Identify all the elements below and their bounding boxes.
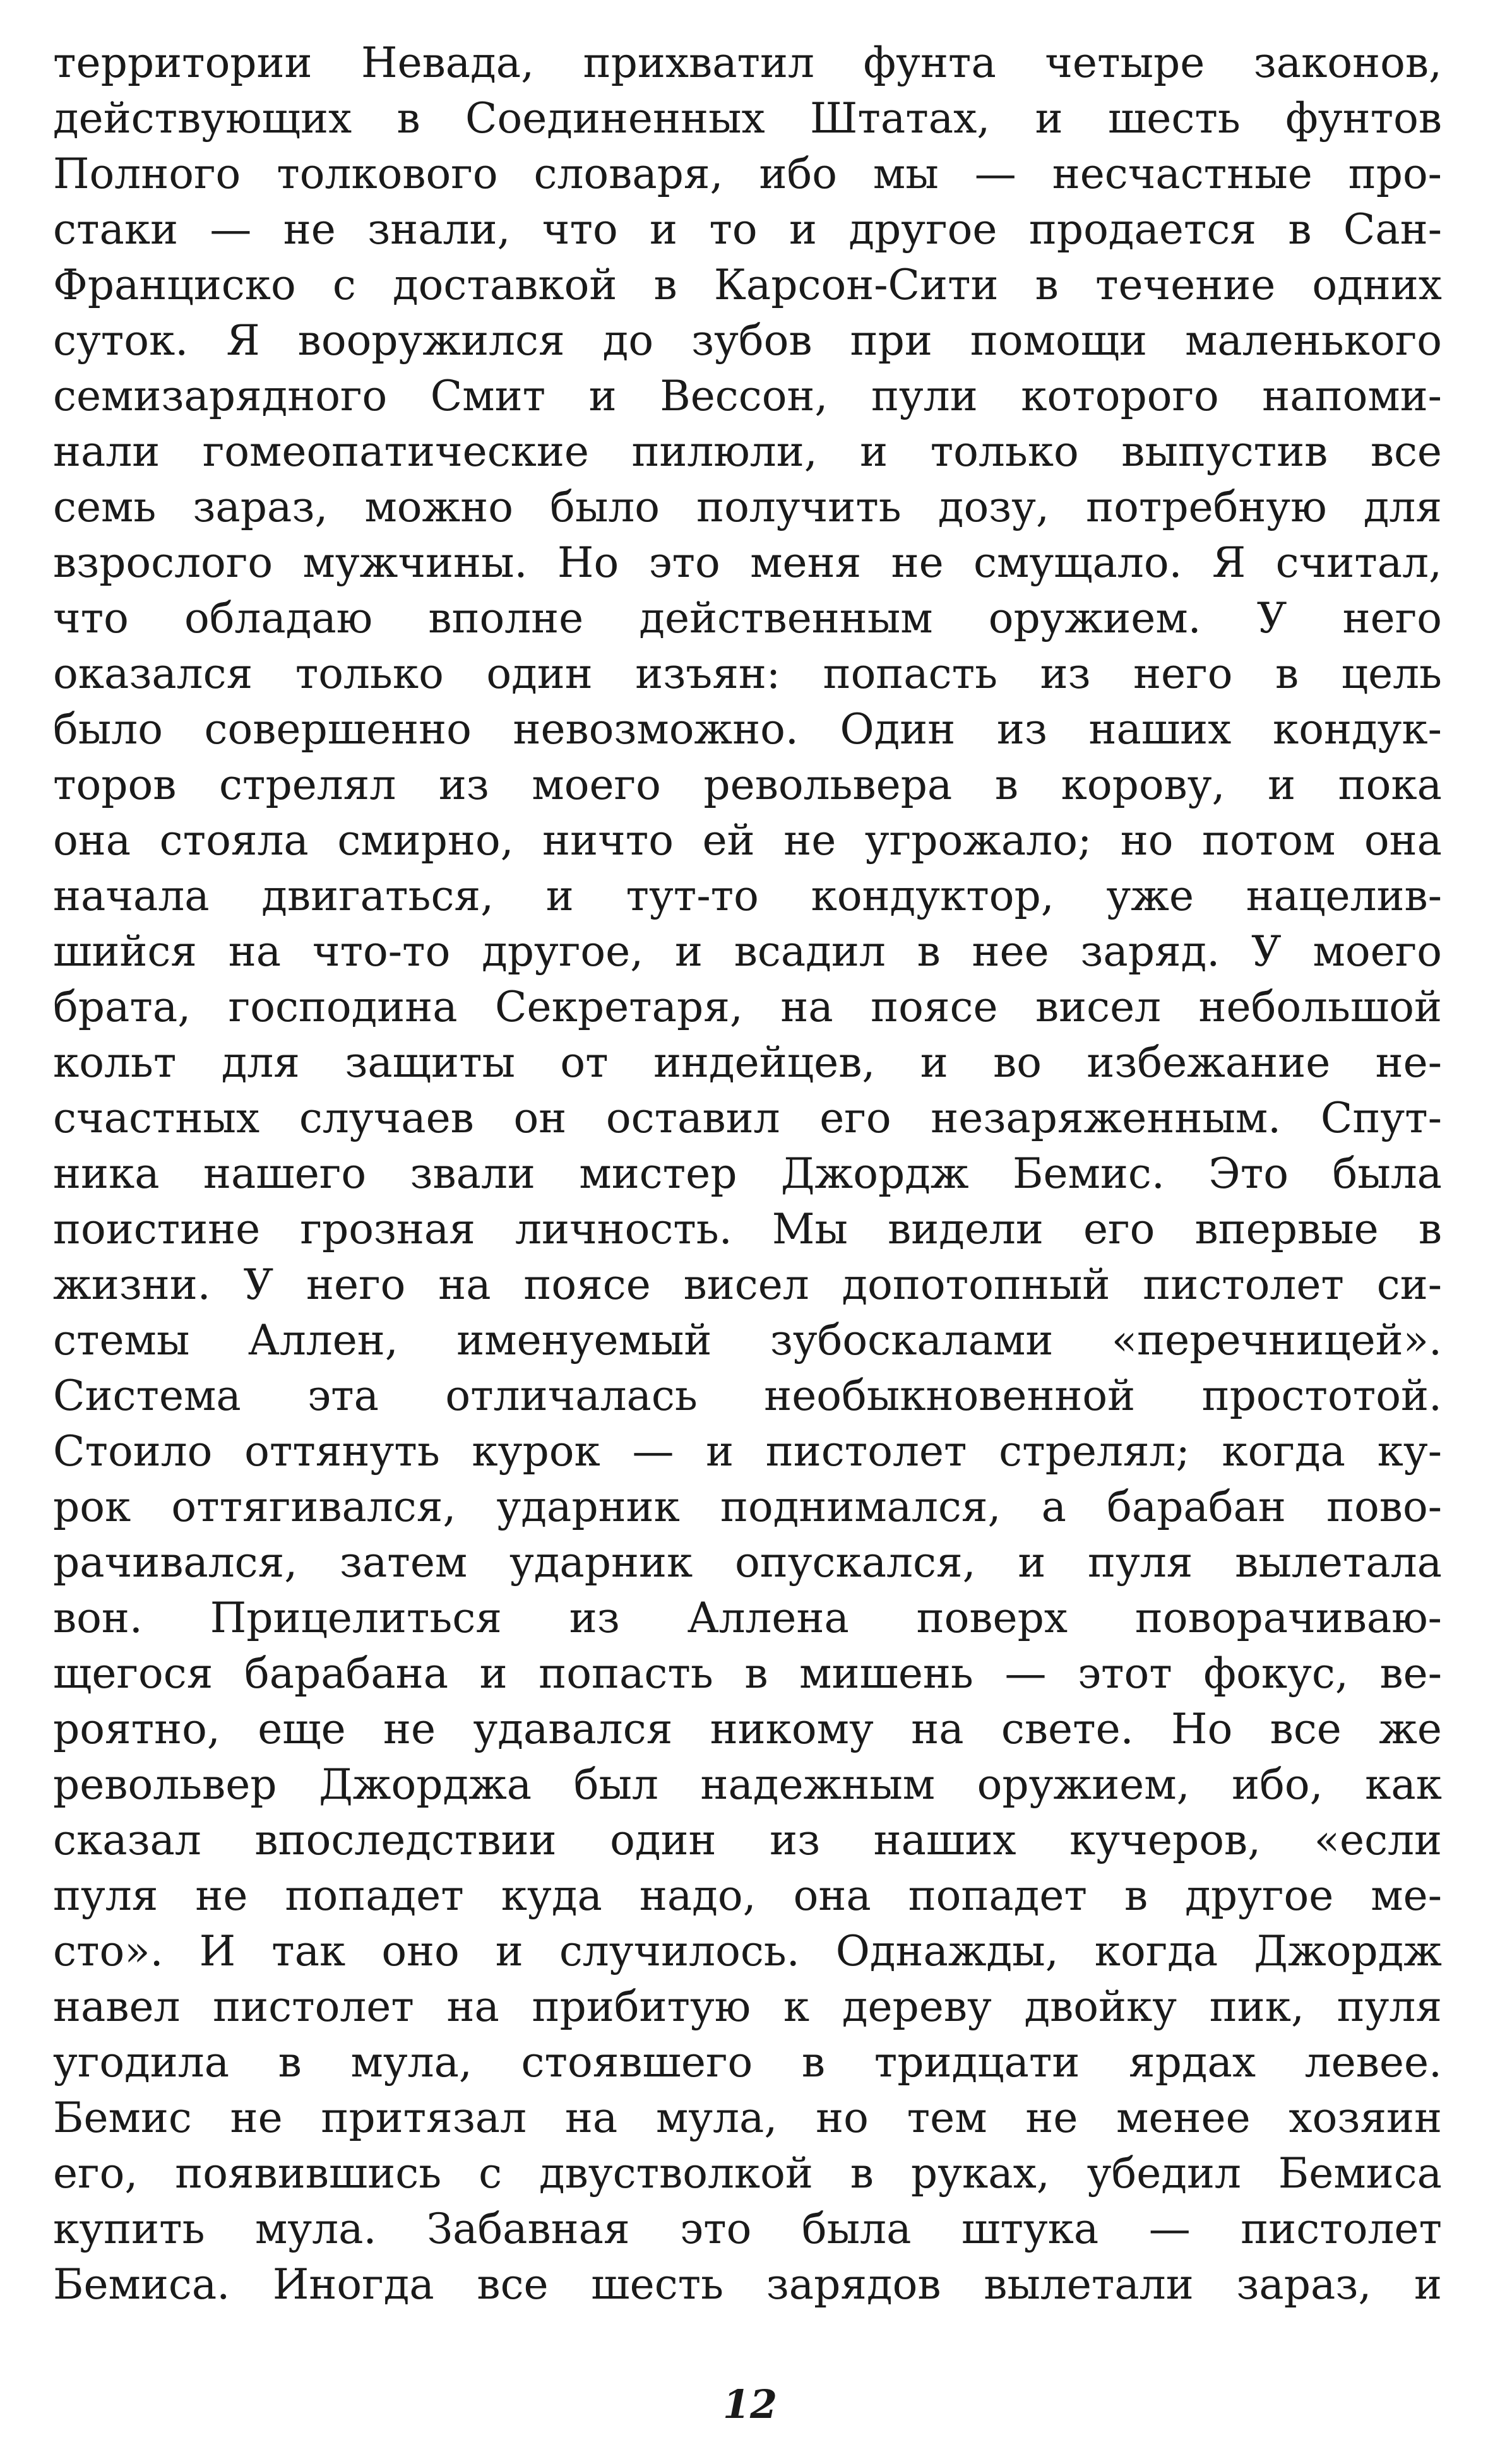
text-line: действующих в Соединенных Штатах, и шесть фунтов [53,94,1442,143]
text-line: нали гомеопатические пилюли, и только выпустив все [53,427,1442,476]
body-text [53,35,1442,2313]
text-line: пуля не попадет куда надо, она попадет в другое ме- [53,1871,1442,1920]
text-line: территории Невада, прихватил фунта четыре законов, [53,38,1442,87]
text-line: стаки — не знали, что и то и другое продается в Сан- [53,205,1442,254]
text-line: рок оттягивался, ударник поднимался, а барабан пово- [53,1483,1442,1531]
text-line: угодила в мула, стоявшего в тридцати ярдах левее. [53,2038,1442,2087]
text-line: брата, господина Секретаря, на поясе висел небольшой [53,983,1442,1031]
text-line: поистине грозная личность. Мы видели его впервые в [53,1205,1442,1253]
text-line: что обладаю вполне действенным оружием. У него [53,594,1442,643]
text-line: Система эта отличалась необыкновенной простотой. [53,1371,1442,1420]
text-line: семь зараз, можно было получить дозу, потребную для [53,483,1442,531]
text-line: Бемис не притязал на мула, но тем не менее хозяин [53,2094,1442,2142]
text-line: Франциско с доставкой в Карсон-Сити в течение одних [53,261,1442,309]
text-line: револьвер Джорджа был надежным оружием, ибо, как [53,1760,1442,1809]
text-line: кольт для защиты от индейцев, и во избежание не- [53,1038,1442,1087]
text-line: купить мула. Забавная это была штука — пистолет [53,2205,1442,2253]
text-line: стемы Аллен, именуемый зубоскалами «перечницей». [53,1316,1442,1365]
text-line: Бемиса. Иногда все шесть зарядов вылетали зараз, и [53,2260,1442,2309]
text-line: вон. Прицелиться из Аллена поверх поворачиваю- [53,1594,1442,1642]
text-line: шийся на что-то другое, и всадил в нее заряд. У моего [53,927,1442,976]
text-line: она стояла смирно, ничто ей не угрожало; но потом она [53,816,1442,865]
text-line: навел пистолет на прибитую к дереву двойку пик, пуля [53,1982,1442,2031]
page-number: 12 [722,2381,778,2427]
text-line: взрослого мужчины. Но это меня не смущало. Я считал, [53,538,1442,587]
text-line: торов стрелял из моего револьвера в корову, и пока [53,761,1442,809]
text-line: оказался только один изъян: попасть из него в цель [53,649,1442,698]
text-line: семизарядного Смит и Вессон, пули которого напоми- [53,372,1442,420]
text-line: суток. Я вооружился до зубов при помощи маленького [53,316,1442,365]
text-line: роятно, еще не удавался никому на свете. Но все же [53,1705,1442,1753]
text-line: счастных случаев он оставил его незаряженным. Спут- [53,1094,1442,1142]
text-line: его, появившись с двустволкой в руках, убедил Бемиса [53,2149,1442,2198]
text-line: жизни. У него на поясе висел допотопный пистолет си- [53,1260,1442,1309]
text-line: рачивался, затем ударник опускался, и пуля вылетала [53,1538,1442,1587]
text-line: Стоило оттянуть курок — и пистолет стрелял; когда ку- [53,1427,1442,1476]
text-line: ника нашего звали мистер Джордж Бемис. Это была [53,1149,1442,1198]
text-line: щегося барабана и попасть в мишень — этот фокус, ве- [53,1649,1442,1698]
text-line: сказал впоследствии один из наших кучеров, «если [53,1816,1442,1864]
text-line: Полного толкового словаря, ибо мы — несчастные про- [53,150,1442,198]
text-line: сто». И так оно и случилось. Однажды, когда Джордж [53,1927,1442,1975]
text-line: начала двигаться, и тут-то кондуктор, уже нацелив- [53,872,1442,920]
text-line: было совершенно невозможно. Один из наших кондук- [53,705,1442,754]
